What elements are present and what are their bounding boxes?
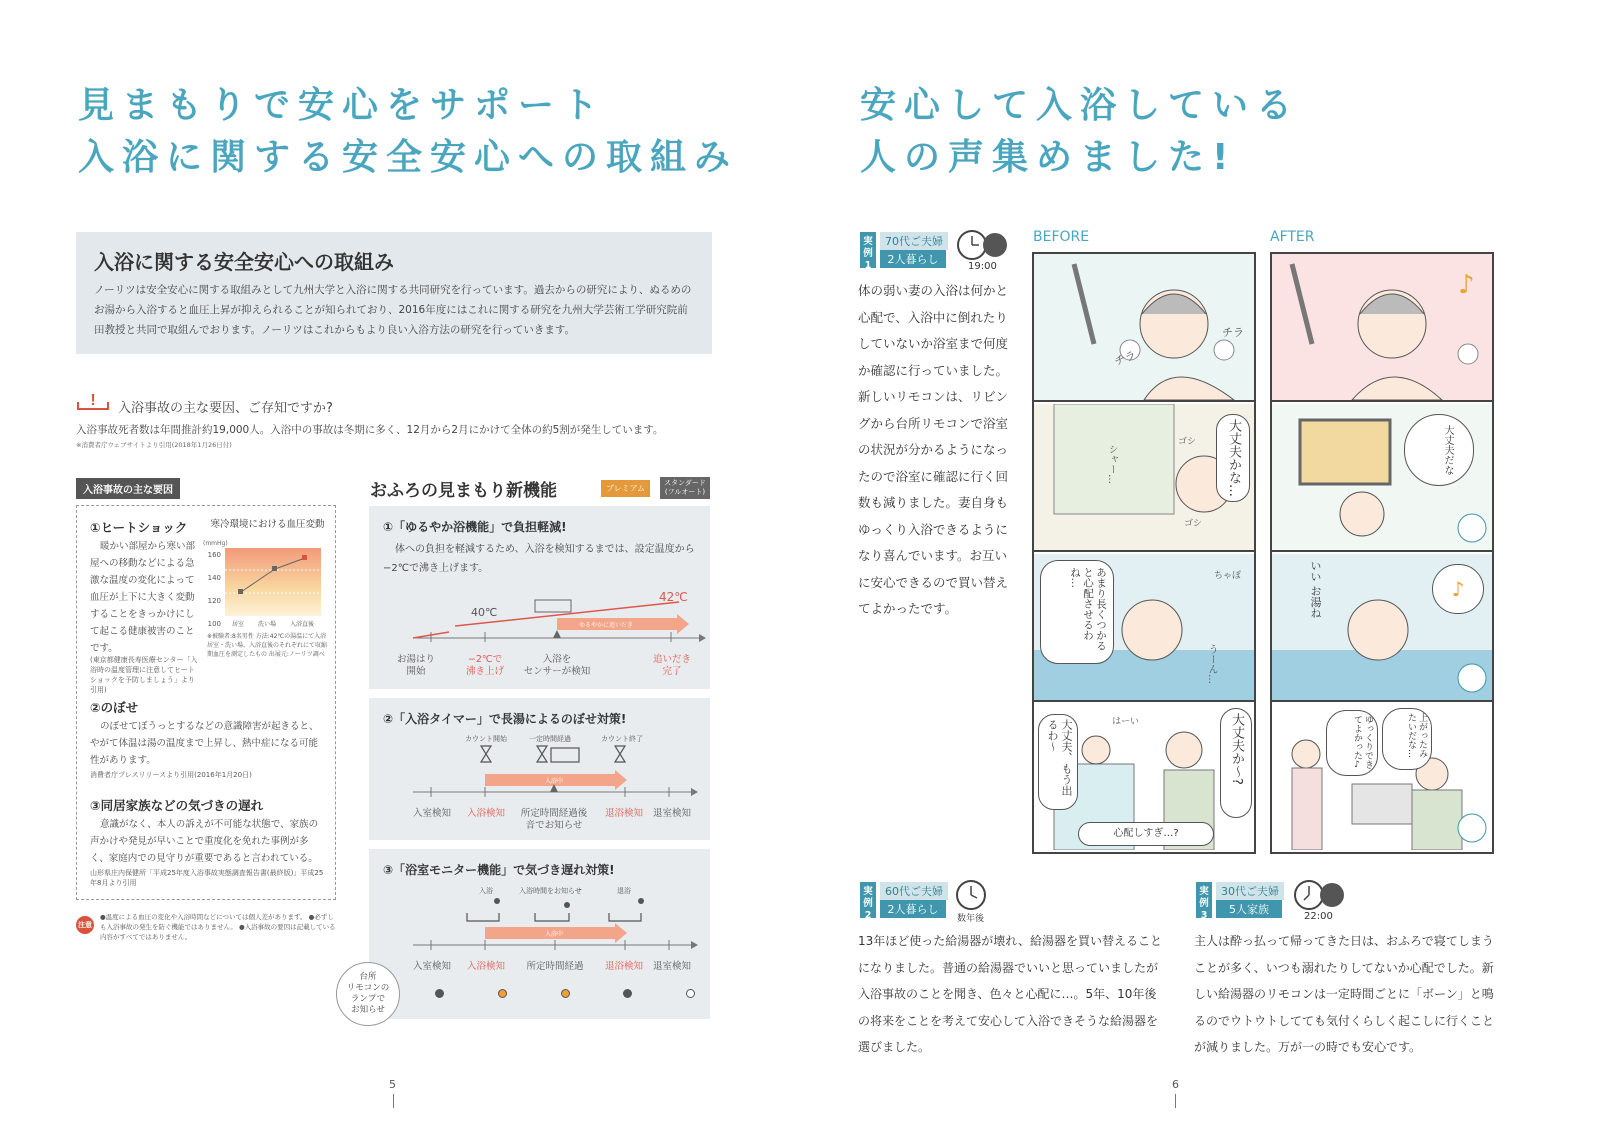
comic-after-panel-3: [1272, 554, 1492, 702]
warning-icon: [76, 392, 110, 412]
cause3-title: ③同居家族などの気づきの遅れ: [90, 798, 264, 813]
f1-label-2: −2℃で 沸き上げ: [465, 654, 504, 677]
f3-label-5: 退室検知: [652, 961, 691, 972]
case1-text: 体の弱い妻の入浴は何かと心配で、入浴中に倒れたりしていないか浴室まで何度か確認に行っていました。新しいリモコンは、リビングから台所リモコンで浴室の状況が分かるようになったので浴室に確認に行く回数も減りました。妻自身もゆっくり入浴できるようになり喜んでいます。お互いに安心できるので買い替えてよかったです。: [858, 283, 1009, 616]
f2-top-label-3: カウント終了: [601, 735, 643, 743]
speech-bubble: あまり長くつかると心配させるわね…: [1040, 560, 1114, 664]
case3-age: 30代ご夫婦: [1216, 882, 1284, 900]
comic-after: [1270, 252, 1494, 854]
comic-text: ゴシ: [1178, 437, 1197, 447]
bp-xtick: 居室: [231, 621, 244, 628]
f3-top-label-2: 入浴時間をお知らせ: [519, 887, 582, 895]
hero-line-2: 人の声集めました!: [860, 137, 1237, 178]
page-number-left: 5: [389, 1078, 396, 1091]
comic-before: [1032, 252, 1256, 854]
hero-line-2: 入浴に関する安全安心への取組み: [78, 137, 739, 178]
comic-after-panel-2: [1272, 404, 1492, 552]
lamp-dot: [686, 989, 695, 998]
bp-ytick: 100: [207, 620, 221, 628]
feature3-bar-label: 入浴中: [545, 931, 564, 938]
bp-xtick: 洗い場: [257, 621, 276, 628]
speech-bubble: 心配しすぎ…?: [1078, 822, 1214, 846]
hourglass-icon: [615, 746, 625, 762]
speech-bubble: 大丈夫かな…: [1216, 414, 1250, 502]
svg-text:!: !: [90, 392, 96, 409]
bp-yticks: [203, 544, 221, 636]
comic-text: チラ: [1112, 348, 1138, 369]
temp-low: 40℃: [471, 606, 498, 619]
case1-time: 19:00: [968, 261, 997, 272]
cause1-source: (東京都健康長寿医療センター「入浴時の温度管理に注意してヒートショックを予防しましょう」より引用): [90, 656, 198, 694]
case1-tag: 実例1: [860, 232, 876, 268]
f3-label-1: 入室検知: [412, 961, 451, 972]
speech-bubble: 大丈夫か〜?: [1220, 708, 1252, 818]
cause3-text: 意識がなく、本人の訴えが不可能な状態で、家族の声かけや発見が早いことで重度化を免れた事例が多く、家庭内での見守りが重要であると言われている。: [90, 819, 319, 864]
f1-label-4: 追いだき 完了: [652, 654, 691, 677]
lamp-dot: [561, 989, 570, 998]
caution-badge: 注意: [76, 916, 94, 934]
question-text: 入浴事故死者数は年間推計約19,000人。入浴中の事故は冬期に多く、12月から2月にかけて全体の約5割が発生しています。: [76, 424, 664, 436]
f2-label-2: 入浴検知: [466, 808, 505, 819]
f1-label-3: 入浴を センサーが検知: [523, 654, 591, 677]
comic-before-panel-1: [1034, 254, 1254, 402]
before-label: BEFORE: [1033, 229, 1090, 245]
bp-xtick: 入浴直後: [289, 621, 314, 628]
standard-badge: スタンダード(フルオート): [660, 477, 710, 499]
speech-bubble: 上がったみたいだな…: [1382, 708, 1432, 770]
hero-line-1: 見まもりで安心をサポート: [78, 85, 607, 126]
case2-tag: 実例2: [860, 882, 876, 918]
comic-text: ゴシ: [1184, 519, 1203, 529]
f3-label-2: 入浴検知: [466, 961, 505, 972]
page-rule-right: [1175, 1094, 1176, 1108]
bp-chart-note: ※被験者:8名男性 方法:42℃の湯温にて入浴 居室・洗い場、入浴直後のそれぞれにて収縮期血圧を測定したもの 出展元:ノーリツ調べ: [207, 633, 328, 658]
premium-badge: プレミアム: [601, 480, 650, 497]
cause1-text: 暖かい部屋から寒い部屋への移動などによる急激な温度の変化によって血圧が上下に大きく変動することをきっかけにして起こる健康被害のことです。: [90, 541, 196, 654]
comic-text: チラ: [1222, 326, 1244, 339]
page-number-right: 6: [1172, 1078, 1179, 1091]
bathtub-icon: [609, 913, 641, 921]
features-title: おふろの見まもり新機能: [370, 481, 557, 501]
comic-text: シャー…: [1106, 444, 1117, 484]
f2-top-label-2: 一定時間経過: [529, 735, 571, 743]
feature2-bar-label: 入浴中: [545, 778, 564, 785]
f3-top-label-1: 入浴: [479, 887, 493, 895]
cause2-source: 消費者庁プレスリリースより引用(2016年1月20日): [90, 771, 252, 779]
bp-ytick: 140: [207, 574, 221, 582]
case1-household: 2人暮らし: [880, 250, 946, 268]
f2-label-4: 退浴検知: [604, 808, 643, 819]
comic-text: いい お湯ね: [1309, 560, 1322, 619]
clock-moon-icon: [1292, 878, 1348, 912]
cause3-source: 山形県庄内保健所「平成25年度入浴事故実態調査報告書(最終版)」平成25年8月より引用: [90, 869, 324, 887]
bathtub-icon: [535, 913, 569, 921]
bp-chart-unit: (mmHg): [203, 540, 228, 547]
lamp-row: [435, 989, 695, 998]
case3-tag: 実例3: [1196, 882, 1212, 918]
f2-label-3: 所定時間経過後 音でお知らせ: [520, 808, 588, 831]
comic-text: ちゃぽ: [1214, 571, 1242, 581]
music-note-icon: ♪: [1432, 564, 1484, 614]
comic-text: うーん…: [1206, 644, 1217, 684]
f2-label-5: 退室検知: [652, 808, 691, 819]
f2-label-1: 入室検知: [412, 808, 451, 819]
cause1-title: ①ヒートショック: [90, 520, 188, 535]
lamp-dot: [623, 989, 632, 998]
comic-text: はーい: [1112, 717, 1140, 727]
comic-after-panel-1: [1272, 254, 1492, 402]
f2-top-label-1: カウント開始: [465, 735, 507, 743]
comic-before-panel-4: [1034, 704, 1254, 852]
feature1-text: 体への負担を軽減するため、入浴を検知するまでは、設定温度から−2℃で沸き上げます。: [383, 544, 695, 574]
cause2-text: のぼせてぼうっとするなどの意識障害が起きると、やがて体温は湯の温度まで上昇し、熱中症になる可能性があります。: [90, 721, 319, 766]
hero-line-1: 安心して入浴している: [860, 85, 1301, 126]
bp-xticks: [225, 619, 321, 628]
f1-label-1: お湯はり 開始: [396, 654, 435, 677]
cause2-title: ②のぼせ: [90, 700, 139, 715]
f3-top-label-3: 退浴: [617, 887, 631, 895]
case2-text: 13年ほど使った給湯器が壊れ、給湯器を買い替えることになりました。普通の給湯器でいいと思っていましたが入浴事故のことを聞き、色々と心配に…。5年、10年後の将来をことを考えて安心して入浴できそうな給湯器を選びました。: [858, 934, 1162, 1054]
after-label: AFTER: [1270, 229, 1315, 245]
feature2-diagram: [369, 744, 710, 804]
lamp-dot: [435, 989, 444, 998]
case2-time: 数年後: [957, 914, 985, 924]
temp-high: 42℃: [659, 590, 688, 604]
case2-household: 2人暮らし: [880, 900, 946, 918]
bp-point-2: [272, 566, 277, 571]
feature1-bar-label: ゆるやかに追いだき: [579, 622, 634, 629]
comic-before-panel-3: [1034, 554, 1254, 702]
intro-box: [76, 232, 712, 354]
f3-label-4: 退浴検知: [604, 961, 643, 972]
comic-before-panel-2: [1034, 404, 1254, 552]
page-rule-left: [393, 1094, 394, 1108]
caution-text: ●温度による血圧の変化や入浴時間などについては個人差があります。 ●必ずしも入浴事故の発生を防ぐ機能ではありません。 ●入浴事故の要因は記載している内容がすべてではありません。: [100, 913, 336, 941]
comic-after-panel-4: [1272, 704, 1492, 852]
intro-title: 入浴に関する安全安心への取組み: [94, 250, 394, 274]
case3-text: 主人は酔っ払って帰ってきた日は、おふろで寝てしまうことが多く、いつも溺れたりしてないか心配でした。新しい給湯器のリモコンは一定時間ごとに「ボーン」と鳴るのでウトウトしてても気付くらしく起こしに行くことが減りました。万が一の時でも安心です。: [1194, 934, 1495, 1054]
lamp-note-bubble: 台所 リモコンの ランプで お知らせ: [336, 962, 400, 1026]
right-hero-title: [860, 80, 1300, 184]
feature1-panel: [369, 506, 710, 689]
clock-moon-icon: [955, 228, 1011, 262]
case1-age: 70代ご夫婦: [880, 232, 948, 250]
causes-tag: 入浴事故の主な要因: [76, 478, 180, 499]
left-hero-title: [78, 80, 738, 184]
clock-icon: [955, 878, 987, 912]
feature2-title: ②「入浴タイマー」で長湯によるのぼせ対策!: [383, 712, 627, 726]
thought-bubble: 大丈夫だな: [1404, 414, 1474, 486]
music-note-icon: ♪: [1458, 270, 1475, 300]
case3-time: 22:00: [1304, 911, 1333, 922]
intro-text: ノーリツは安全安心に関する取組みとして九州大学と入浴に関する共同研究を行っています。過去からの研究により、ぬるめのお湯から入浴すると血圧上昇が抑えられることが知られており、2016年度にはこれに関する研究を九州大学芸術工学研究院前田教授と共同で取組んでおります。ノーリツはこれからもより良い入浴方法の研究を行っていきます。: [94, 284, 692, 336]
bp-ytick: 120: [207, 597, 221, 605]
question-title: 入浴事故の主な要因、ご存知ですか?: [118, 401, 333, 416]
bp-ytick: 160: [207, 551, 221, 559]
hourglass-icon: [481, 746, 491, 762]
bathtub-icon: [467, 913, 499, 921]
feature2-panel: [369, 698, 710, 840]
question-source: ※消費者庁ウェブサイトより引用(2018年1月26日付): [76, 441, 232, 449]
speech-bubble: ゆっくりできてよかった♪: [1326, 710, 1378, 776]
remote-icon: [551, 748, 579, 762]
feature3-diagram: [369, 897, 710, 997]
hourglass-icon: [537, 746, 547, 762]
bp-point-1: [238, 589, 243, 594]
feature1-diagram: [369, 576, 710, 656]
bp-point-3: [302, 555, 307, 560]
lamp-dot: [498, 989, 507, 998]
speech-bubble: 大丈夫、もう出るわ〜: [1038, 714, 1078, 810]
case3-household: 5人家族: [1216, 900, 1282, 918]
case2-age: 60代ご夫婦: [880, 882, 948, 900]
bp-chart-title: 寒冷環境における血圧変動: [210, 519, 325, 530]
feature3-title: ③「浴室モニター機能」で気づき遅れ対策!: [383, 863, 615, 877]
feature3-panel: [369, 849, 710, 1019]
f3-label-3: 所定時間経過: [526, 961, 584, 972]
feature1-title: ①「ゆるやか浴機能」で負担軽減!: [383, 520, 567, 534]
